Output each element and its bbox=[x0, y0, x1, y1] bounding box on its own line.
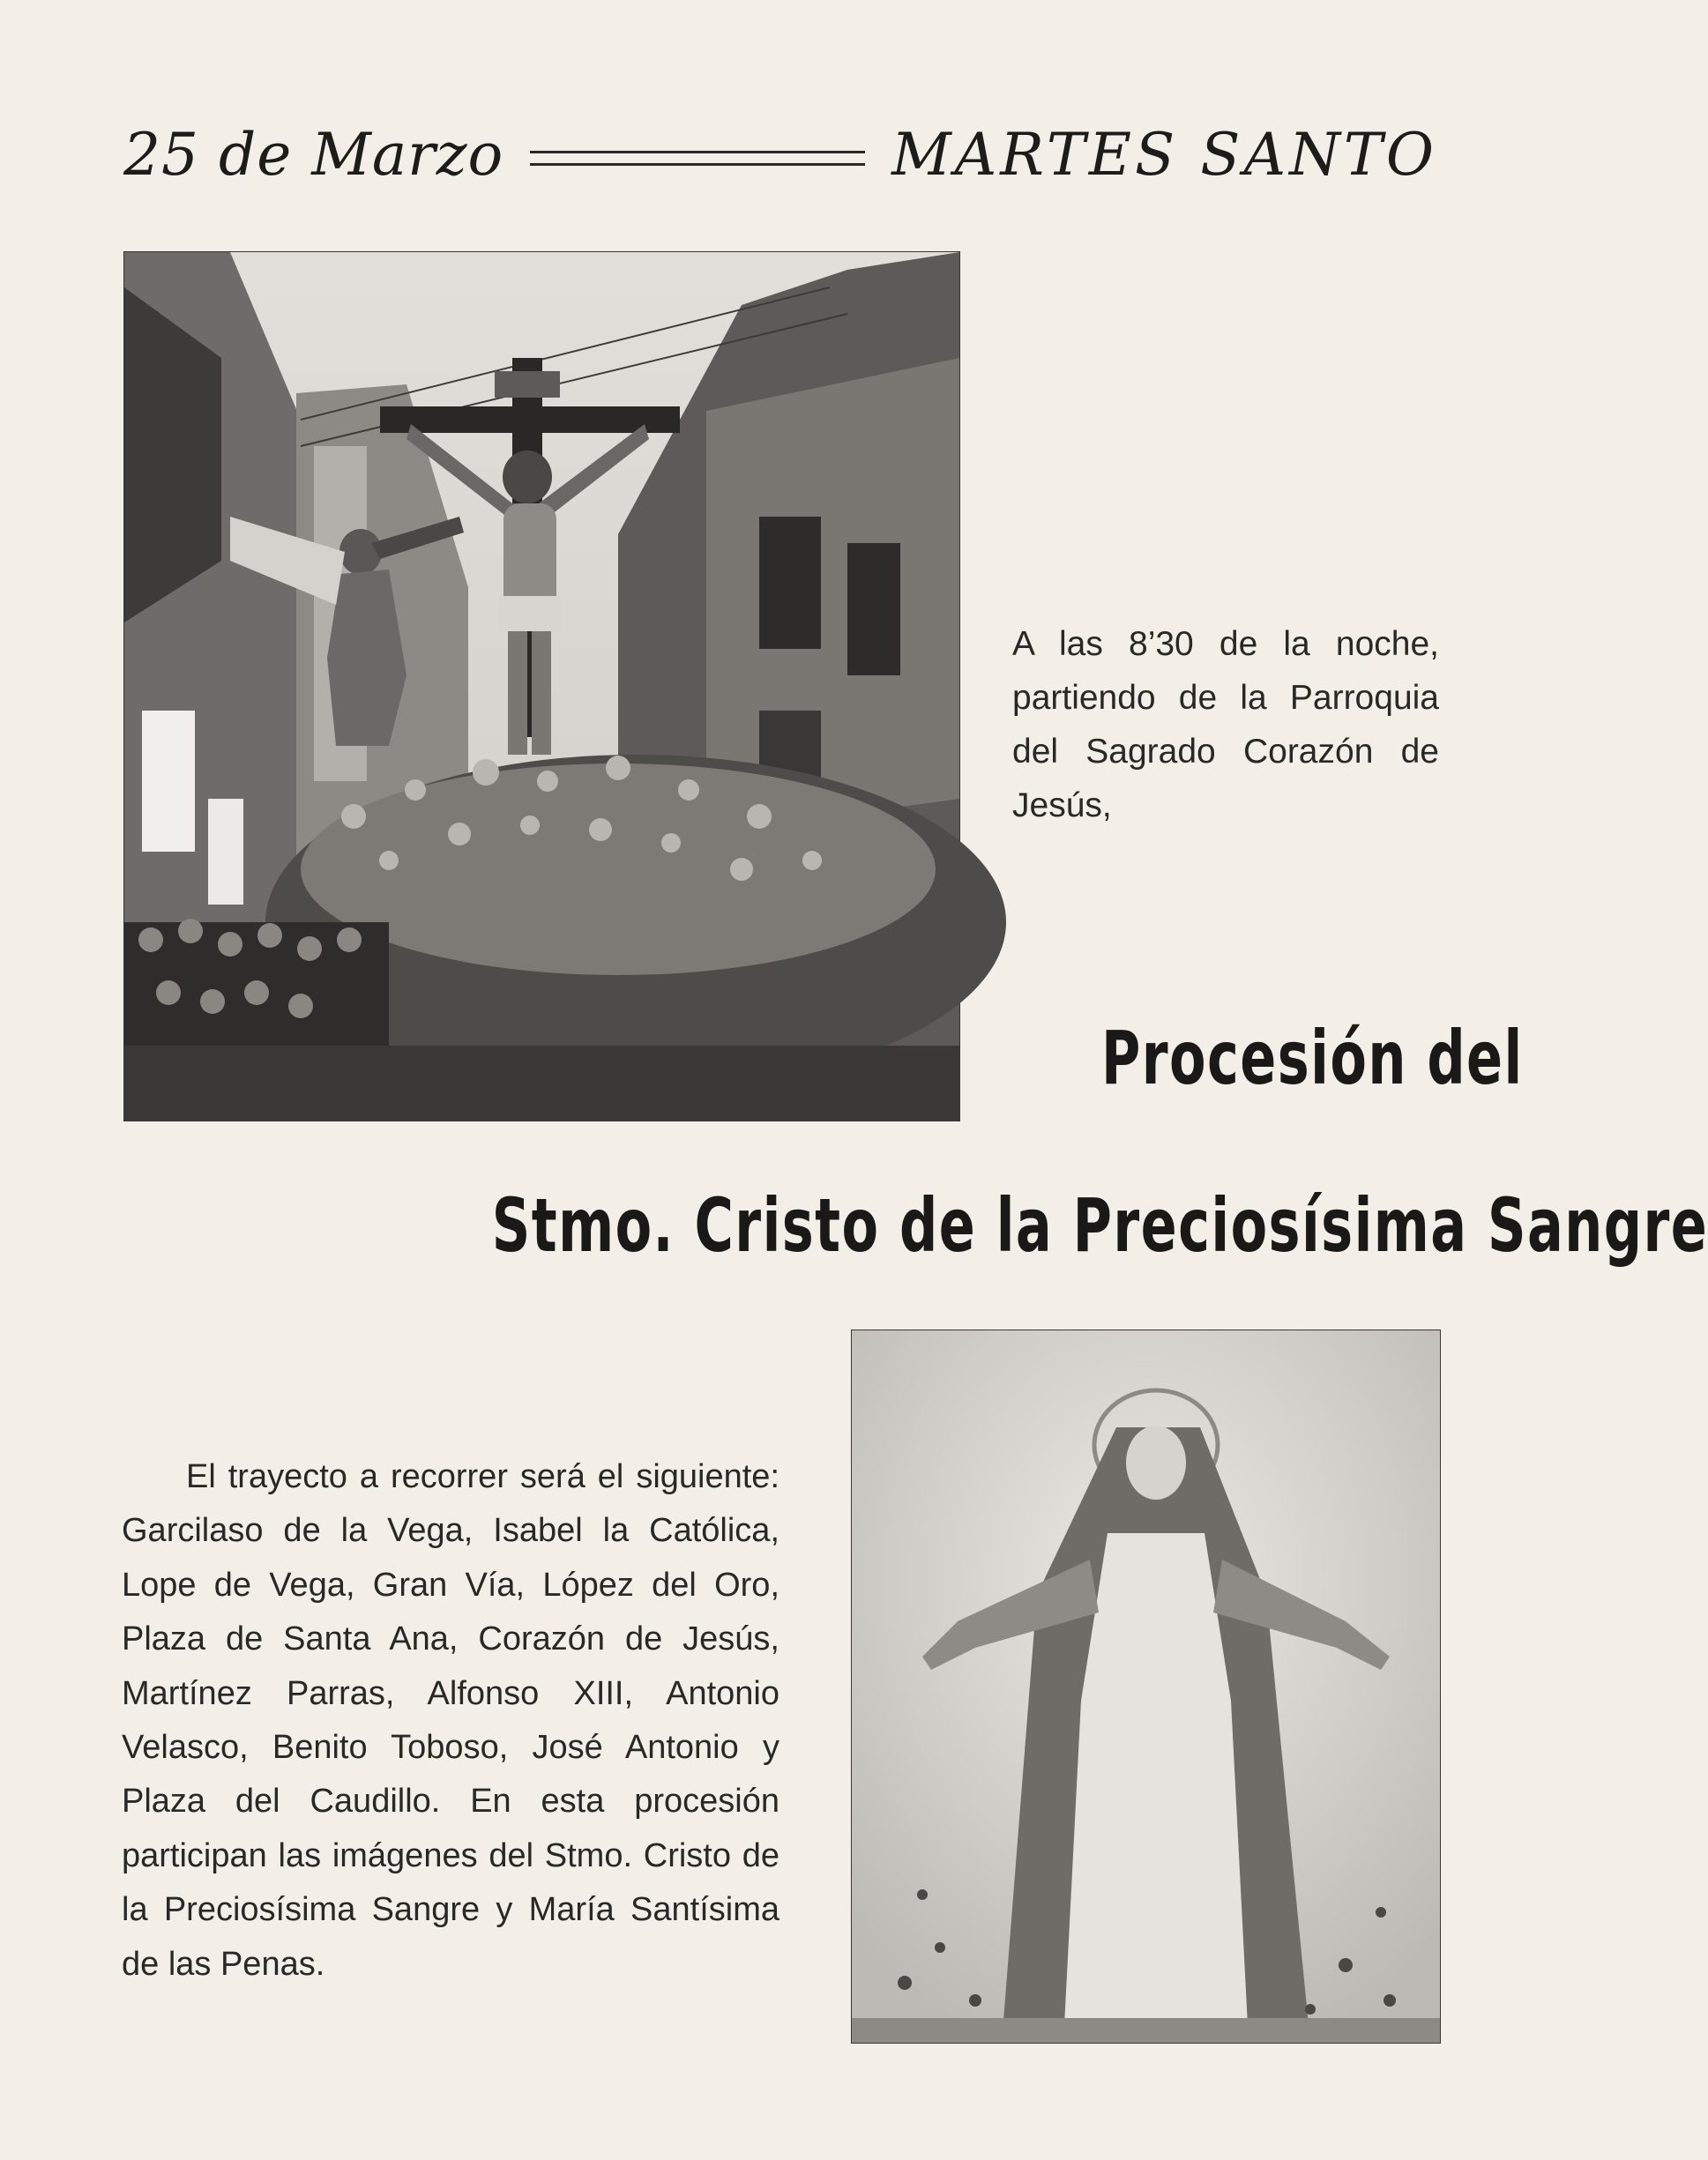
procession-title-line-1: Procesión del bbox=[1100, 1015, 1524, 1101]
crucifix-procession-photo bbox=[123, 251, 960, 1121]
header-day: MARTES SANTO bbox=[891, 120, 1437, 189]
schedule-text: A las 8’30 de la noche, partiendo de la Parroquia del Sagrado Corazón de Jesús, bbox=[1012, 625, 1439, 824]
header-double-rule bbox=[530, 151, 865, 166]
page-header bbox=[123, 115, 1437, 194]
route-text: El trayecto a recorrer será el siguiente: Garcilaso de la Vega, Isabel la Católica, Lope de Vega, Gran Vía, López del Oro, Plaza de Santa Ana, Corazón de Jesús, Martínez Parras, Alfonso XIII, Antonio Velasco, Benito Toboso, José Antonio y Plaza del Caudillo. En esta procesión participan las imágenes del Stmo. Cristo de la Preciosísima Sangre y María Santísima de las Penas. bbox=[122, 1458, 779, 1983]
header-date: 25 de Marzo bbox=[123, 120, 504, 189]
procession-title-line-2: Stmo. Cristo de la Preciosísima Sangre bbox=[491, 1182, 1708, 1269]
virgin-mary-statue-photo bbox=[851, 1330, 1441, 2044]
